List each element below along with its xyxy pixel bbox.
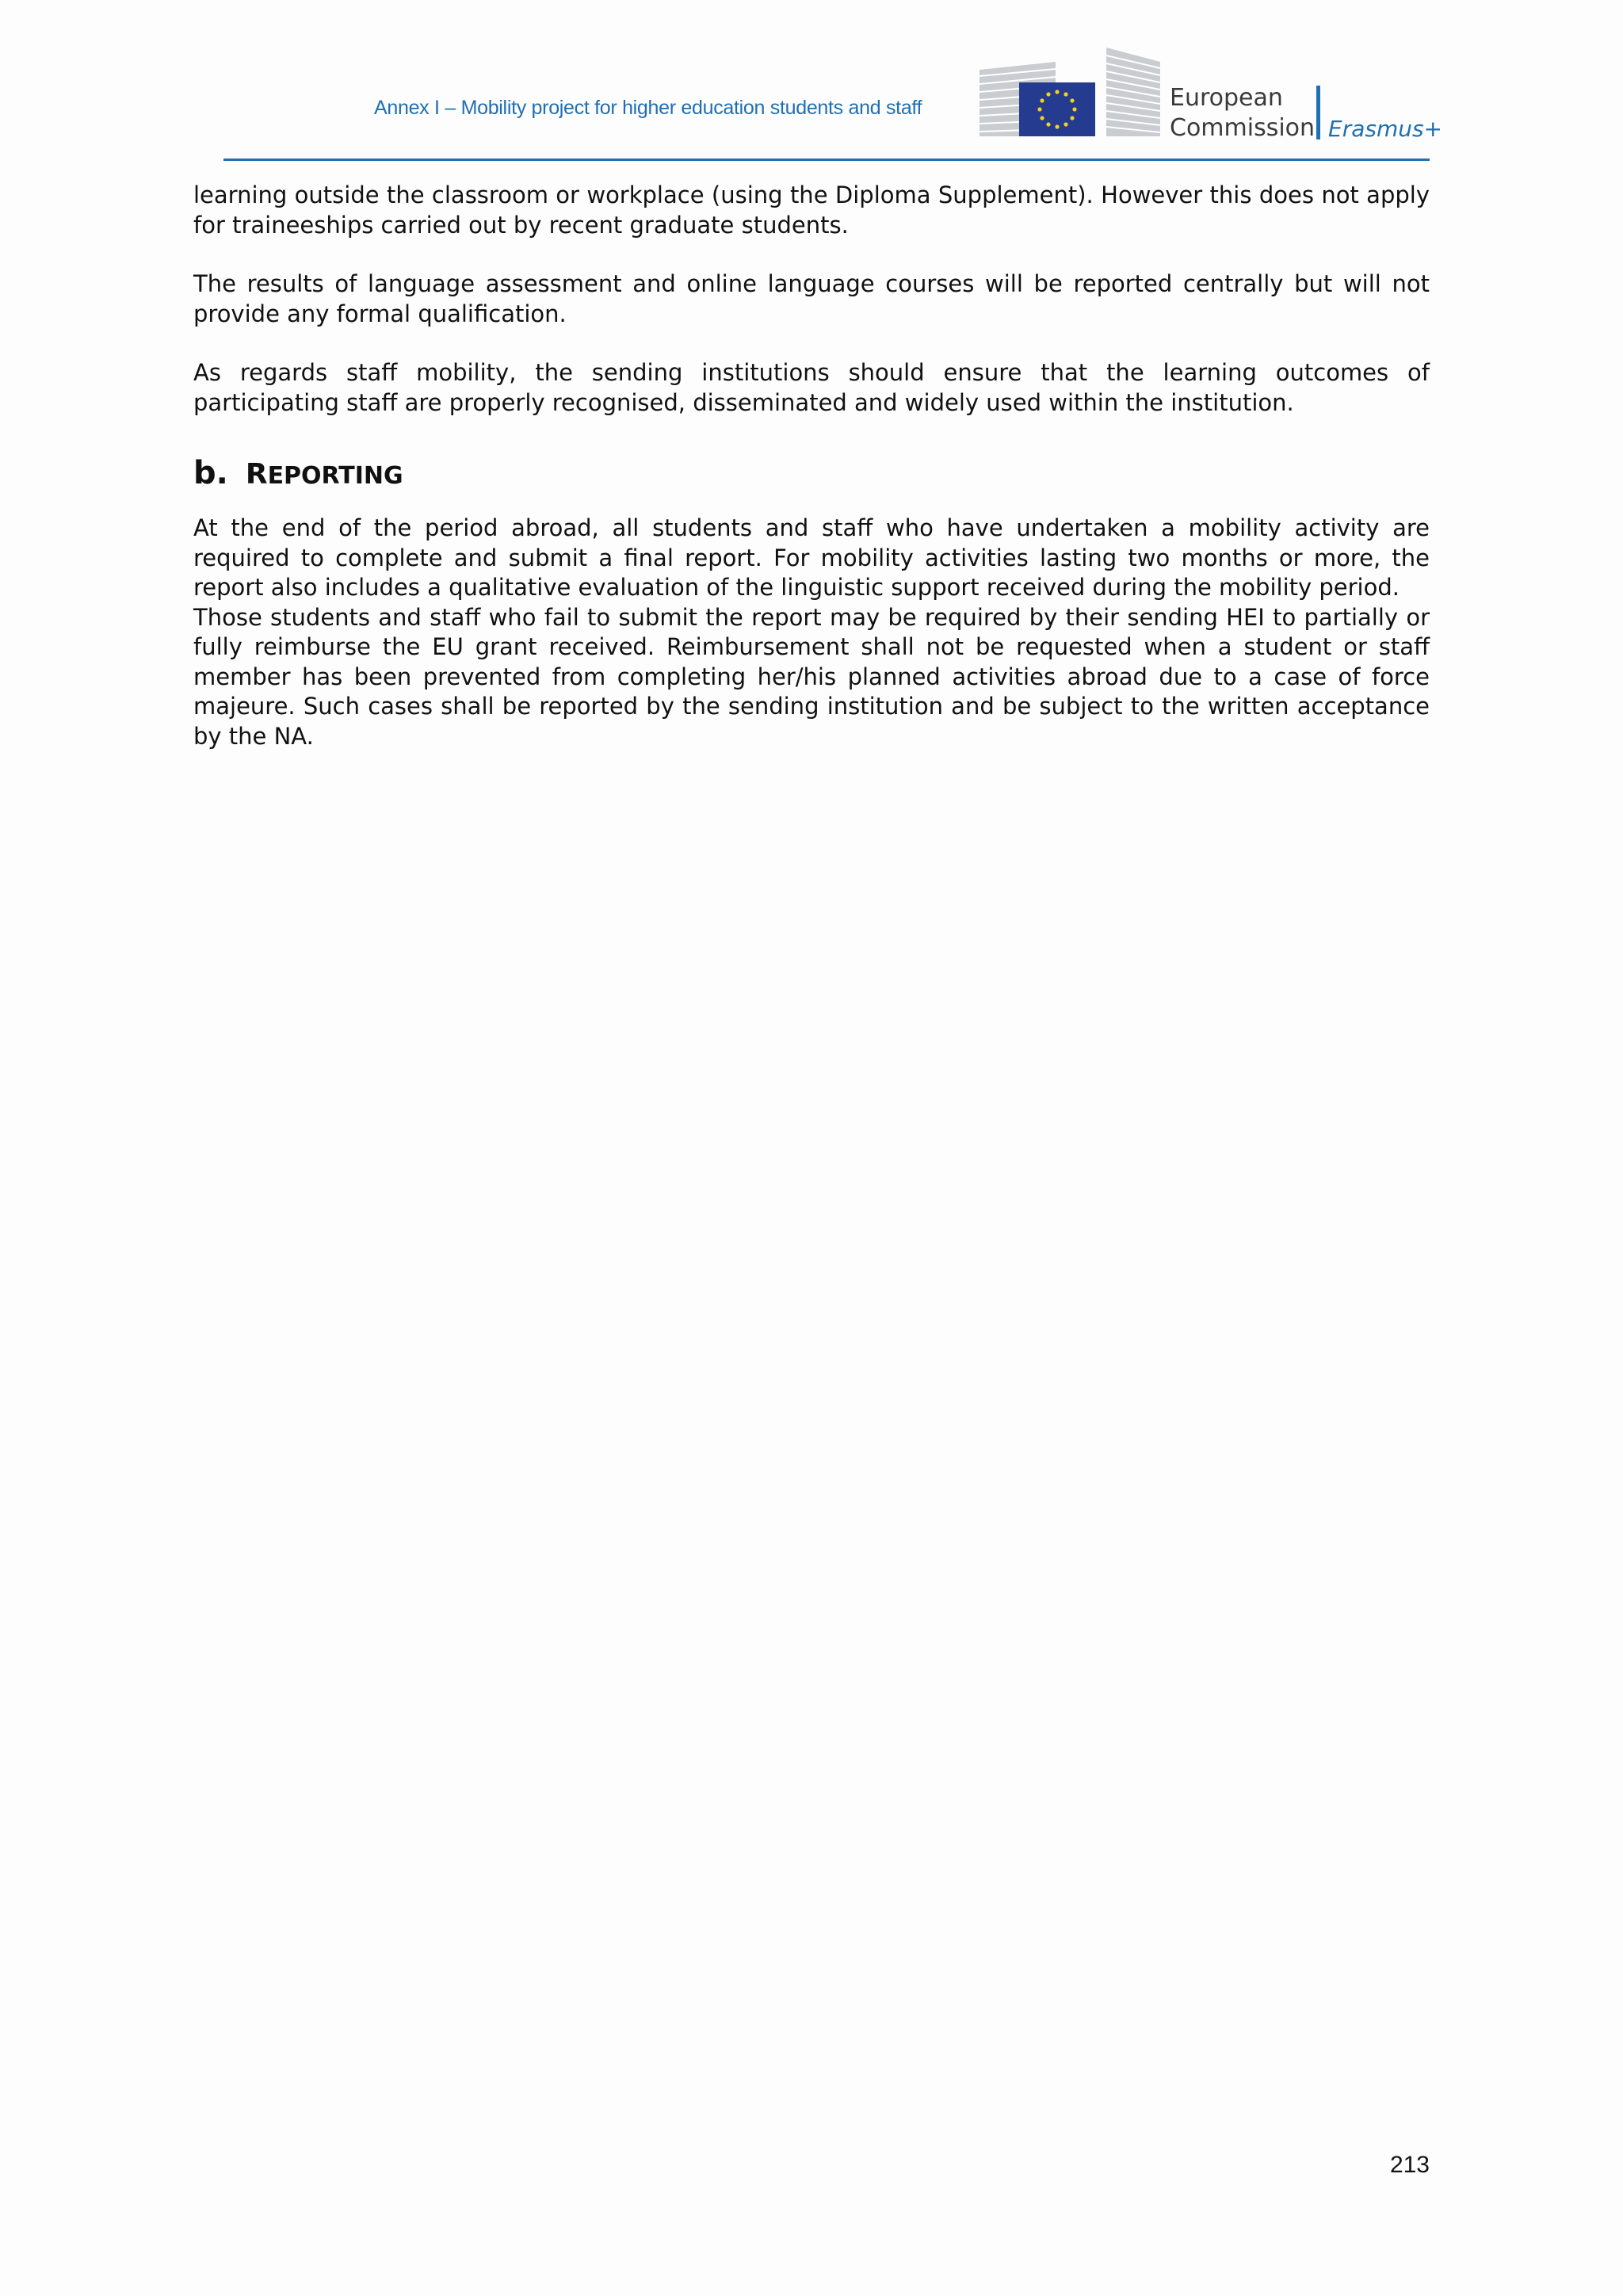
- header-title: Annex I – Mobility project for higher education students and staff: [374, 97, 922, 119]
- header-divider: [223, 159, 1430, 161]
- paragraph-staff-mobility: As regards staff mobility, the sending institutions should ensure that the learning outcomes of participating staff are properly recognised, disseminated and widely used within the institution.: [193, 359, 1430, 416]
- european-commission-logo: [980, 48, 1443, 143]
- section-title-rest: EPORTING: [267, 462, 403, 490]
- erasmus-plus-label: Erasmus+: [1328, 116, 1443, 142]
- section-heading-reporting: [193, 455, 1430, 491]
- paragraph-reimbursement: Those students and staff who fail to submit the report may be required by their sending HEI to partially or fully reimburse the EU grant received. Reimbursement shall not be requested when a student or staff member has been prevented from completing her/his planned activities abroad due to a case of force majeure. Such cases shall be reported by the sending institution and be subject to the written acceptance by the NA.: [193, 603, 1430, 750]
- page-number: 213: [1389, 2152, 1430, 2178]
- document-body: [193, 181, 1430, 751]
- commission-building-icon: [980, 48, 1162, 143]
- paragraph-language-assessment: The results of language assessment and online language courses will be reported centrally but will not provide any formal qualification.: [193, 270, 1430, 327]
- logo-divider: [1316, 86, 1320, 139]
- logo-line-commission: Commission: [1170, 114, 1316, 142]
- paragraph-final-report: At the end of the period abroad, all students and staff who have undertaken a mobility activity are required to complete and submit a final report. For mobility activities lasting two months or more, the report also includes a qualitative evaluation of the linguistic support received during the mobility period.: [193, 514, 1430, 601]
- paragraph-diploma-supplement: learning outside the classroom or workplace (using the Diploma Supplement). However this does not apply for traineeships carried out by recent graduate students.: [193, 181, 1430, 239]
- section-letter: b.: [193, 455, 228, 491]
- logo-line-european: European: [1170, 84, 1283, 112]
- section-title-initial: R: [245, 458, 268, 491]
